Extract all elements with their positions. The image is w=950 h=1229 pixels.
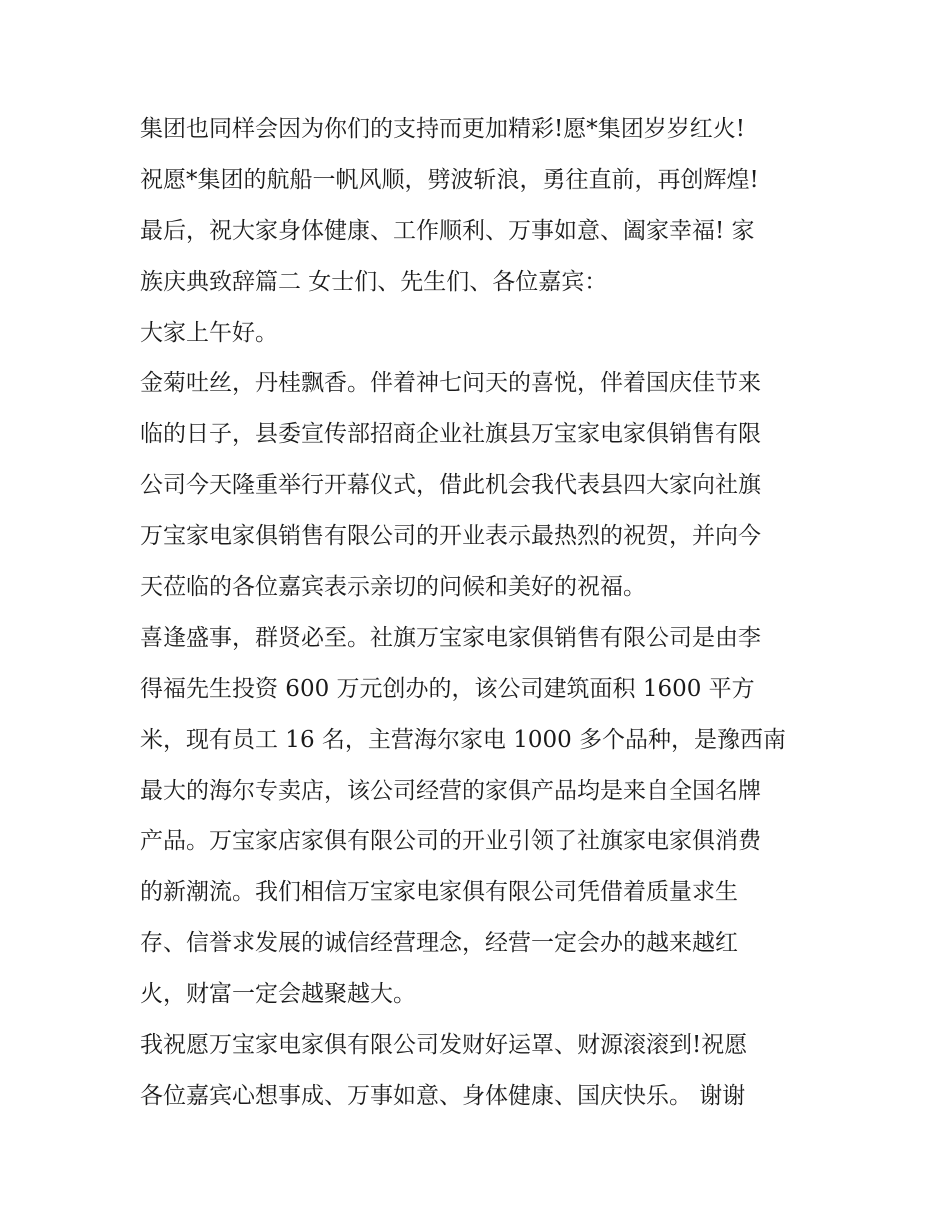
text-line-11: 喜逢盛事，群贤必至。社旗万宝家电家俱销售有限公司是由李 xyxy=(140,624,761,651)
text-line-17: 存、信誉求发展的诚信经营理念，经营一定会办的越来越红 xyxy=(140,930,738,957)
document-body xyxy=(140,104,840,1122)
text-line-5: 大家上午好。 xyxy=(140,319,278,346)
text-line-15: 产品。万宝家店家俱有限公司的开业引领了社旗家电家俱消费 xyxy=(140,828,761,855)
text-line-4: 族庆典致辞篇二 女士们、先生们、各位嘉宾： xyxy=(140,268,608,295)
text-line-14: 最大的海尔专卖店，该公司经营的家俱产品均是来自全国名牌 xyxy=(140,777,761,804)
text-line-13: 米，现有员工 16 名，主营海尔家电 1000 多个品种，是豫西南 xyxy=(140,726,787,753)
text-line-2: 祝愿*集团的航船一帆风顺，劈波斩浪，勇往直前，再创辉煌! xyxy=(140,166,759,193)
text-line-16: 的新潮流。我们相信万宝家电家俱有限公司凭借着质量求生 xyxy=(140,879,738,906)
text-line-12: 得福先生投资 600 万元创办的，该公司建筑面积 1600 平方 xyxy=(140,675,755,702)
text-line-10: 天莅临的各位嘉宾表示亲切的问候和美好的祝福。 xyxy=(140,574,646,601)
text-line-7: 临的日子，县委宣传部招商企业社旗县万宝家电家俱销售有限 xyxy=(140,421,761,448)
text-line-6: 金菊吐丝，丹桂飘香。伴着神七问天的喜悦，伴着国庆佳节来 xyxy=(140,370,761,397)
text-line-9: 万宝家电家俱销售有限公司的开业表示最热烈的祝贺，并向今 xyxy=(140,523,761,550)
text-line-8: 公司今天隆重举行开幕仪式，借此机会我代表县四大家向社旗 xyxy=(140,472,761,499)
text-line-1: 集团也同样会因为你们的支持而更加精彩!愿*集团岁岁红火! xyxy=(140,116,745,142)
text-line-19: 我祝愿万宝家电家俱有限公司发财好运罩、财源滚滚到!祝愿 xyxy=(140,1032,748,1059)
text-line-3: 最后，祝大家身体健康、工作顺利、万事如意、阖家幸福! 家 xyxy=(140,217,755,244)
text-line-18: 火，财富一定会越聚越大。 xyxy=(140,981,416,1008)
text-line-20: 各位嘉宾心想事成、万事如意、身体健康、国庆快乐。 谢谢 xyxy=(140,1082,746,1109)
